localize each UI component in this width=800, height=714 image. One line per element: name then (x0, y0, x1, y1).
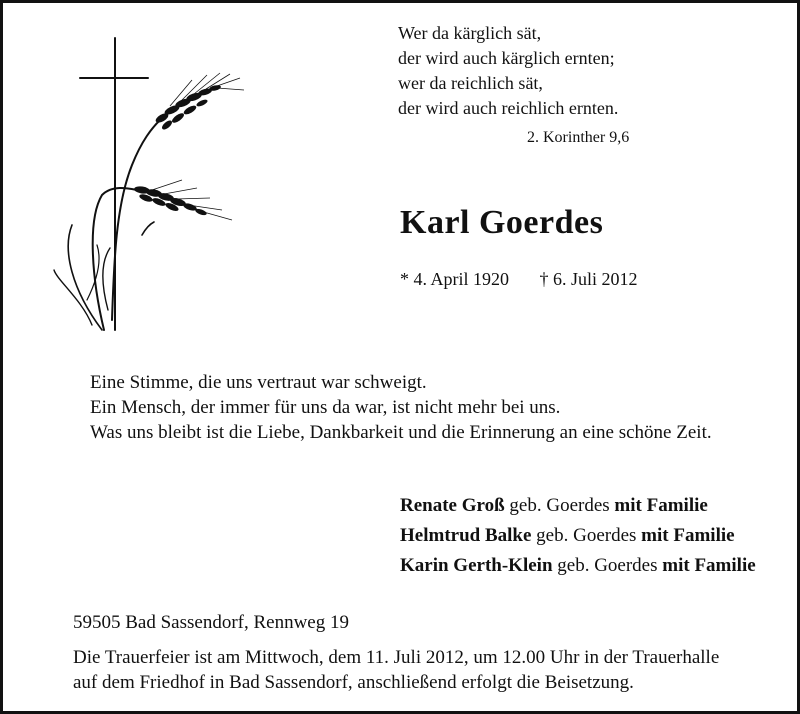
verse-reference: 2. Korinther 9,6 (527, 129, 630, 146)
funeral-notice (73, 645, 719, 695)
mourner-name: Helmtrud Balke (400, 525, 532, 546)
tribute-line: Ein Mensch, der immer für uns da war, ist nicht mehr bei uns. (90, 397, 561, 418)
mourner-entry (400, 521, 756, 551)
deceased-name: Karl Goerdes (400, 204, 604, 241)
birth-date: * 4. April 1920 (400, 269, 510, 289)
cross-with-wheat-icon (42, 30, 252, 340)
mourner-maiden-name: geb. Goerdes (557, 555, 658, 576)
tribute-line: Eine Stimme, die uns vertraut war schweigt. (90, 372, 427, 393)
verse-line: Wer da kärglich sät, (398, 23, 542, 43)
verse-line: der wird auch reichlich ernten. (398, 98, 619, 118)
mourner-entry (400, 551, 756, 581)
mourner-name: Renate Groß (400, 495, 505, 516)
life-dates (400, 269, 638, 290)
mourner-suffix: mit Familie (662, 555, 756, 576)
mourner-entry (400, 491, 756, 521)
notice-line: auf dem Friedhof in Bad Sassendorf, anschließend erfolgt die Beisetzung. (73, 672, 634, 693)
tribute-line: Was uns bleibt ist die Liebe, Dankbarkeit und die Erinnerung an eine schöne Zeit. (90, 422, 712, 443)
mourner-maiden-name: geb. Goerdes (509, 495, 610, 516)
bible-verse (398, 21, 618, 121)
mourner-name: Karin Gerth-Klein (400, 555, 553, 576)
death-date: † 6. Juli 2012 (539, 269, 638, 289)
verse-line: wer da reichlich sät, (398, 73, 543, 93)
mourners-list (400, 491, 756, 581)
notice-line: Die Trauerfeier ist am Mittwoch, dem 11. Juli 2012, um 12.00 Uhr in der Trauerhalle (73, 647, 720, 668)
mourner-maiden-name: geb. Goerdes (536, 525, 637, 546)
verse-line: der wird auch kärglich ernten; (398, 48, 615, 68)
mourner-suffix: mit Familie (614, 495, 708, 516)
mourner-suffix: mit Familie (641, 525, 735, 546)
tribute-text (90, 370, 712, 445)
address: 59505 Bad Sassendorf, Rennweg 19 (73, 612, 349, 633)
